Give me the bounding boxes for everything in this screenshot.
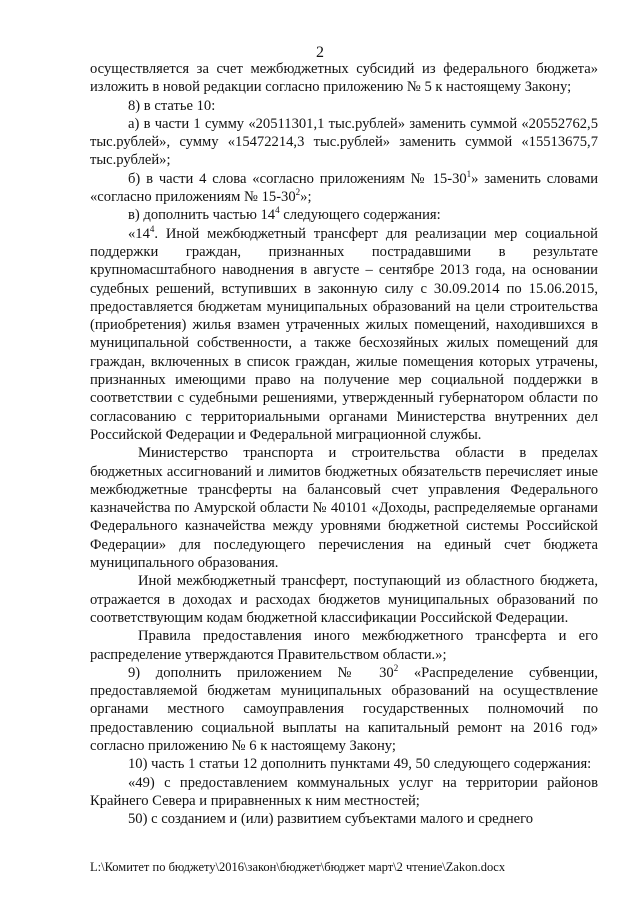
text: . Иной межбюджетный трансферт для реализации мер социальной поддержки граждан, признанных пострадавшими в результате крупномасштабного наводнения в августе – сентябре 2013 года, на основании судебных решений, вступивших в законную силу с 30.09.2014 по 15.06.2015, предоставляется бюджетам муниципальных образований на цели строительства (приобретения) жилья взамен утраченных жилых помещений, находившихся в муниципальной собственности, а также бесхозяйных жилых помещений для граждан, включенных в список граждан, жилые помещения которых утрачены, признанных имеющими право на получение мер социальной поддержки в соответствии с судебными решениями, утвержденный губернатором области по согласованию с территориальными органами Министерства внутренних дел Российской Федерации и Федеральной миграционной службы. — [90, 225, 598, 443]
superscript: 1 — [466, 168, 472, 179]
text: следующего содержания: — [279, 207, 441, 224]
text-line: осуществляется за счет межбюджетных субсидий из федерального бюджета» — [90, 61, 598, 77]
superscript: 2 — [295, 187, 301, 198]
paragraph-transfer: Иной межбюджетный трансферт, поступающий из областного бюджета, отражается в доходах и расходах бюджетов муниципальных образований по соответствующим кодам бюджетной классификации Российской Федерации. — [90, 573, 598, 626]
paragraph-part-14-4 — [90, 225, 598, 445]
paragraph-item-8b — [90, 170, 598, 207]
paragraph-ministry: Министерство транспорта и строительства области в пределах бюджетных ассигнований и лимитов бюджетных обязательств перечисляет иные межбюджетные трансферты на балансовый счет управления Федерального казначейства по Амурской области № 40101 «Доходы, распределяемые органами Федерального казначейства между уровнями бюджетной системы Российской Федерации» для последующего перечисления на единый счет бюджета муниципального образования. — [90, 445, 598, 572]
paragraph-item-8a: а) в части 1 сумму «20511301,1 тыс.рублей» заменить суммой «20552762,5 тыс.рублей», сумму «15472214,3 тыс.рублей» заменить суммой «15513675,7 тыс.рублей»; — [90, 115, 598, 169]
text: »; — [300, 189, 312, 206]
paragraph-rules: Правила предоставления иного межбюджетного трансферта и его распределение утверждаются Правительством области.»; — [90, 628, 598, 663]
superscript: 2 — [393, 662, 399, 673]
paragraph-point-49: «49) с предоставлением коммунальных услуг на территории районов Крайнего Севера и приравненных к ним местностей; — [90, 774, 598, 809]
text: б) в части 4 слова «согласно приложениям № 15-30 — [128, 170, 467, 187]
superscript: 4 — [149, 223, 155, 234]
text: в) дополнить частью 14 — [128, 207, 276, 224]
paragraph-item-10: 10) часть 1 статьи 12 дополнить пунктами 49, 50 следующего содержания: — [128, 756, 592, 773]
text: 9) дополнить приложением № 30 — [128, 664, 394, 681]
text: «14 — [128, 225, 150, 242]
footer-file-path: L:\Комитет по бюджету\2016\закон\бюджет\бюджет март\2 чтение\Zakon.docx — [90, 860, 506, 874]
paragraph — [90, 60, 598, 97]
page-number: 2 — [316, 44, 324, 61]
paragraph-item-9 — [90, 664, 598, 755]
text-line: изложить в новой редакции согласно приложению № 5 к настоящему Закону; — [90, 79, 572, 96]
paragraph-item-8: 8) в статье 10: — [128, 97, 216, 114]
text: » заменить словами «согласно приложениям № 15-30 — [90, 170, 599, 206]
superscript: 4 — [275, 205, 280, 216]
paragraph-point-50: 50) с созданием и (или) развитием субъектами малого и среднего — [128, 811, 534, 828]
paragraph-item-8v — [90, 206, 598, 224]
text: «Распределение субвенции, предоставляемой бюджетам муниципальных образований на осуществление органами местного самоуправления государственных полномочий по предоставлению социальной выплаты на капитальный ремонт на 2016 год» согласно приложению № 6 к настоящему Закону; — [90, 664, 598, 754]
document-body — [90, 60, 598, 828]
